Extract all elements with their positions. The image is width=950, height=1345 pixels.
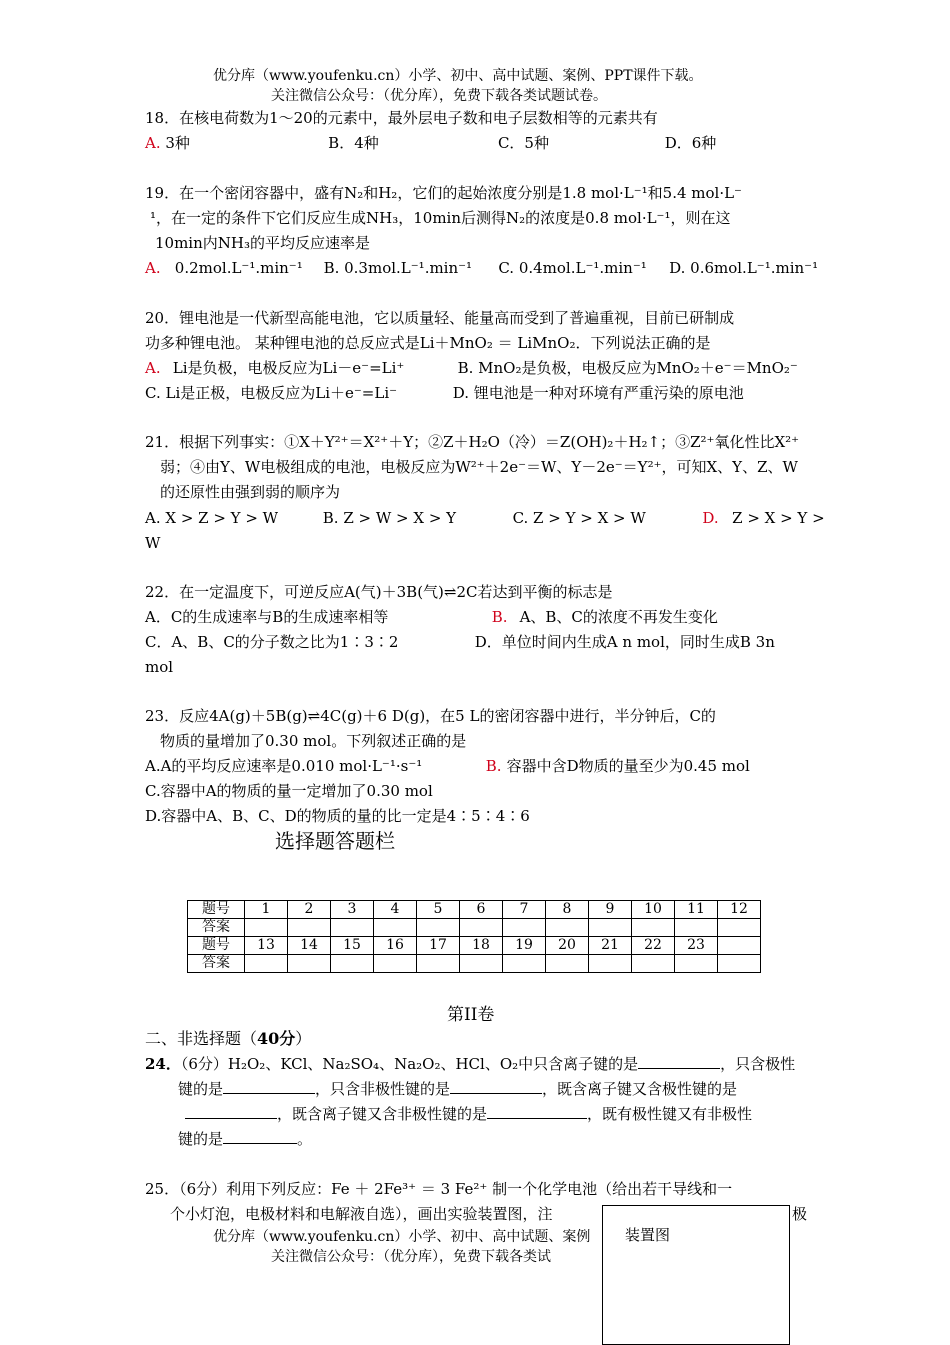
table-cell-number: 7	[503, 901, 546, 919]
table-cell-answer[interactable]	[718, 919, 761, 937]
table-label-answer: 答案	[188, 919, 245, 937]
q23-option-b: 容器中含D物质的量至少为0.45 mol	[506, 757, 750, 775]
q19-answer-marker: A.	[145, 259, 161, 277]
header-line-1: 优分库（www.youfenku.cn）小学、初中、高中试题、案例、PPT课件下载。	[213, 68, 703, 84]
q20-option-b: B. MnO₂是负极，电极反应为MnO₂＋e⁻＝MnO₂⁻	[457, 359, 798, 377]
q23-line-1: 23．反应4A(g)＋5B(g)⇌4C(g)＋6 D(g)，在5 L的密闭容器中进行，半分钟后，C的	[145, 707, 716, 725]
table-row	[188, 901, 761, 919]
header-line-2: 关注微信公众号：（优分库），免费下载各类试题试卷。	[271, 88, 607, 104]
table-cell-answer[interactable]	[503, 919, 546, 937]
table-cell-answer[interactable]	[374, 955, 417, 973]
diagram-box[interactable]	[602, 1205, 790, 1345]
q24-text-2b: ，只含非极性键的是	[315, 1080, 451, 1098]
q24-number: 24．	[145, 1055, 181, 1073]
q24-blank-ionic-polar[interactable]	[185, 1104, 277, 1119]
q24-text-4a: 键的是	[178, 1130, 224, 1148]
q20-answer-marker: A.	[145, 359, 161, 377]
q21-line-2: 弱；④由Y、W电极组成的电池，电极反应为W²⁺＋2e⁻＝W、Y－2e⁻＝Y²⁺，可知X、Y、Z、W	[160, 458, 798, 476]
answer-table	[187, 900, 761, 973]
q20-line-2: 功多种锂电池。 某种锂电池的总反应式是Li＋MnO₂ ＝ LiMnO₂．下列说法正确的是	[145, 334, 711, 352]
q23-option-d: D.容器中A、B、C、D的物质的量的比一定是4∶5∶4∶6	[145, 807, 530, 825]
q20-option-d: D. 锂电池是一种对环境有严重污染的原电池	[452, 384, 744, 402]
table-cell-answer[interactable]	[632, 955, 675, 973]
footer-line-2: 关注微信公众号：（优分库），免费下载各类试	[271, 1249, 551, 1265]
table-cell-answer[interactable]	[460, 919, 503, 937]
table-cell-number: 21	[589, 937, 632, 955]
table-cell-number: 19	[503, 937, 546, 955]
table-cell-answer[interactable]	[503, 955, 546, 973]
table-cell-number: 2	[288, 901, 331, 919]
part2-section-end: ）	[295, 1029, 312, 1048]
q25-line-2-end: 极	[792, 1205, 808, 1223]
q22-option-b: A、B、C的浓度不再发生变化	[519, 608, 718, 626]
part2-section-text: 二、非选择题（	[145, 1029, 258, 1048]
table-cell-answer[interactable]	[374, 919, 417, 937]
q18-option-b: B．4种	[328, 134, 379, 152]
table-cell-number: 4	[374, 901, 417, 919]
q24-blank-nonpolar[interactable]	[450, 1079, 542, 1094]
table-cell-answer[interactable]	[288, 955, 331, 973]
q20-option-c: C. Li是正极，电极反应为Li＋e⁻=Li⁻	[145, 384, 398, 402]
q19-option-c: C. 0.4mol.L⁻¹.min⁻¹	[498, 259, 647, 277]
q24-line-2	[178, 1079, 737, 1099]
q22-option-d-cont: mol	[145, 658, 174, 676]
q21-answer-marker: D.	[702, 509, 719, 527]
table-cell-number: 17	[417, 937, 460, 955]
q20-options-cd	[145, 383, 744, 403]
table-label-number: 题号	[188, 901, 245, 919]
table-cell-number: 20	[546, 937, 589, 955]
q19-option-b: B. 0.3mol.L⁻¹.min⁻¹	[323, 259, 473, 277]
part2-title: 第II卷	[447, 1005, 495, 1025]
q21-option-c: C. Z > Y > X > W	[512, 509, 646, 527]
table-cell-number: 13	[245, 937, 288, 955]
q24-text-1: （6分）H₂O₂、KCl、Na₂SO₄、Na₂O₂、HCl、O₂中只含离子键的是	[180, 1055, 639, 1073]
table-cell-number: 1	[245, 901, 288, 919]
diagram-box-label: 装置图	[625, 1226, 671, 1244]
table-cell-number	[718, 937, 761, 955]
q21-option-a: A. X > Z > Y > W	[145, 509, 279, 527]
q21-options	[145, 508, 825, 528]
table-cell-answer[interactable]	[331, 955, 374, 973]
q23-option-c: C.容器中A的物质的量一定增加了0.30 mol	[145, 782, 433, 800]
q22-answer-marker: B.	[491, 608, 508, 626]
q18-answer-marker: A.	[145, 134, 161, 152]
q18-options	[145, 133, 716, 153]
q24-blank-ionic[interactable]	[638, 1054, 720, 1069]
table-cell-number: 18	[460, 937, 503, 955]
q24-line-3	[185, 1104, 752, 1124]
table-cell-number: 10	[632, 901, 675, 919]
q19-line-1: 19．在一个密闭容器中，盛有N₂和H₂，它们的起始浓度分别是1.8 mol·L⁻¹和5.4 mol·L⁻	[145, 184, 742, 202]
q18-stem: 18．在核电荷数为1～20的元素中，最外层电子数和电子层数相等的元素共有	[145, 109, 658, 127]
table-cell-answer[interactable]	[546, 919, 589, 937]
footer-line-1: 优分库（www.youfenku.cn）小学、初中、高中试题、案例	[213, 1229, 591, 1245]
table-cell-answer[interactable]	[331, 919, 374, 937]
q24-line-1	[145, 1054, 795, 1074]
q24-blank-ionic-nonpolar[interactable]	[487, 1104, 587, 1119]
table-cell-number: 5	[417, 901, 460, 919]
q24-text-2a: 键的是	[178, 1080, 224, 1098]
table-cell-number: 11	[675, 901, 718, 919]
table-cell-number: 15	[331, 937, 374, 955]
q23-option-a: A.A的平均反应速率是0.010 mol·L⁻¹·s⁻¹	[145, 757, 423, 775]
q21-option-b: B. Z > W > X > Y	[322, 509, 457, 527]
answer-table-title: 选择题答题栏	[275, 829, 395, 853]
table-cell-answer[interactable]	[589, 919, 632, 937]
table-cell-number: 22	[632, 937, 675, 955]
table-cell-answer[interactable]	[245, 955, 288, 973]
table-cell-answer[interactable]	[632, 919, 675, 937]
q25-line-2: 个小灯泡，电极材料和电解液自选），画出实验装置图，注	[170, 1205, 553, 1223]
q21-line-1: 21．根据下列事实：①X＋Y²⁺＝X²⁺＋Y；②Z＋H₂O（冷）＝Z(OH)₂＋H₂↑；③Z²⁺氧化性比X²⁺	[145, 433, 800, 451]
table-row	[188, 919, 761, 937]
table-cell-answer[interactable]	[417, 955, 460, 973]
table-cell-number: 6	[460, 901, 503, 919]
table-row	[188, 937, 761, 955]
q22-options-cd	[145, 632, 775, 652]
table-row	[188, 955, 761, 973]
q25-line-1: 25．（6分）利用下列反应：Fe ＋ 2Fe³⁺ ＝ 3 Fe²⁺ 制一个化学电池（给出若干导线和一	[145, 1180, 733, 1198]
q24-blank-polar-nonpolar[interactable]	[223, 1129, 297, 1144]
part2-section-heading	[145, 1029, 311, 1049]
q24-text-1-end: ，只含极性	[720, 1055, 796, 1073]
table-cell-number: 16	[374, 937, 417, 955]
q18-option-c: C．5种	[497, 134, 549, 152]
table-label-answer: 答案	[188, 955, 245, 973]
q19-option-d: D. 0.6mol.L⁻¹.min⁻¹	[669, 259, 819, 277]
table-cell-number: 12	[718, 901, 761, 919]
q20-line-1: 20．锂电池是一代新型高能电池，它以质量轻、能量高而受到了普遍重视，目前已研制成	[145, 309, 735, 327]
table-cell-answer[interactable]	[288, 919, 331, 937]
q19-line-2: ¹，在一定的条件下它们反应生成NH₃，10min后测得N₂的浓度是0.8 mol·L⁻¹，则在这	[150, 209, 731, 227]
q22-option-a: A．C的生成速率与B的生成速率相等	[145, 608, 389, 626]
q22-option-d: D．单位时间内生成A n mol，同时生成B 3n	[474, 633, 775, 651]
q24-text-3b: ，既含离子键又含非极性键的是	[277, 1105, 488, 1123]
q18-option-a: 3种	[165, 134, 190, 152]
q19-line-3: 10min内NH₃的平均反应速率是	[155, 234, 370, 252]
q20-option-a: Li是负极，电极反应为Li－e⁻=Li⁺	[172, 359, 405, 377]
table-cell-answer[interactable]	[589, 955, 632, 973]
q24-text-2c: ，既含离子键又含极性键的是	[542, 1080, 738, 1098]
q24-text-4b: 。	[297, 1130, 313, 1148]
table-cell-answer[interactable]	[460, 955, 503, 973]
part2-section-score: 40分	[257, 1029, 296, 1048]
table-cell-number: 23	[675, 937, 718, 955]
table-label-number: 题号	[188, 937, 245, 955]
q24-blank-polar[interactable]	[223, 1079, 315, 1094]
q22-options-ab	[145, 607, 718, 627]
table-cell-number: 8	[546, 901, 589, 919]
q19-options	[145, 258, 818, 278]
q23-line-2: 物质的量增加了0.30 mol。下列叙述正确的是	[160, 732, 467, 750]
q23-options-ab	[145, 756, 750, 776]
table-cell-answer[interactable]	[245, 919, 288, 937]
table-cell-number: 3	[331, 901, 374, 919]
table-cell-answer[interactable]	[718, 955, 761, 973]
table-cell-answer[interactable]	[675, 955, 718, 973]
q19-option-a: 0.2mol.L⁻¹.min⁻¹	[174, 259, 303, 277]
q24-line-4	[178, 1129, 312, 1149]
table-cell-answer[interactable]	[675, 919, 718, 937]
table-cell-number: 9	[589, 901, 632, 919]
q21-line-3: 的还原性由强到弱的顺序为	[160, 483, 341, 501]
table-cell-answer[interactable]	[417, 919, 460, 937]
q21-option-d-cont: W	[145, 534, 161, 552]
q24-text-3c: ，既有极性键又有非极性	[587, 1105, 753, 1123]
table-cell-answer[interactable]	[546, 955, 589, 973]
q21-option-d: Z > X > Y >	[732, 509, 825, 527]
q23-answer-marker: B.	[485, 757, 502, 775]
table-cell-number: 14	[288, 937, 331, 955]
q18-option-d: D．6种	[664, 134, 717, 152]
q22-option-c: C．A、B、C的分子数之比为1∶3∶2	[145, 633, 399, 651]
q20-options-ab	[145, 358, 798, 378]
q22-stem: 22．在一定温度下，可逆反应A(气)＋3B(气)⇌2C若达到平衡的标志是	[145, 583, 613, 601]
